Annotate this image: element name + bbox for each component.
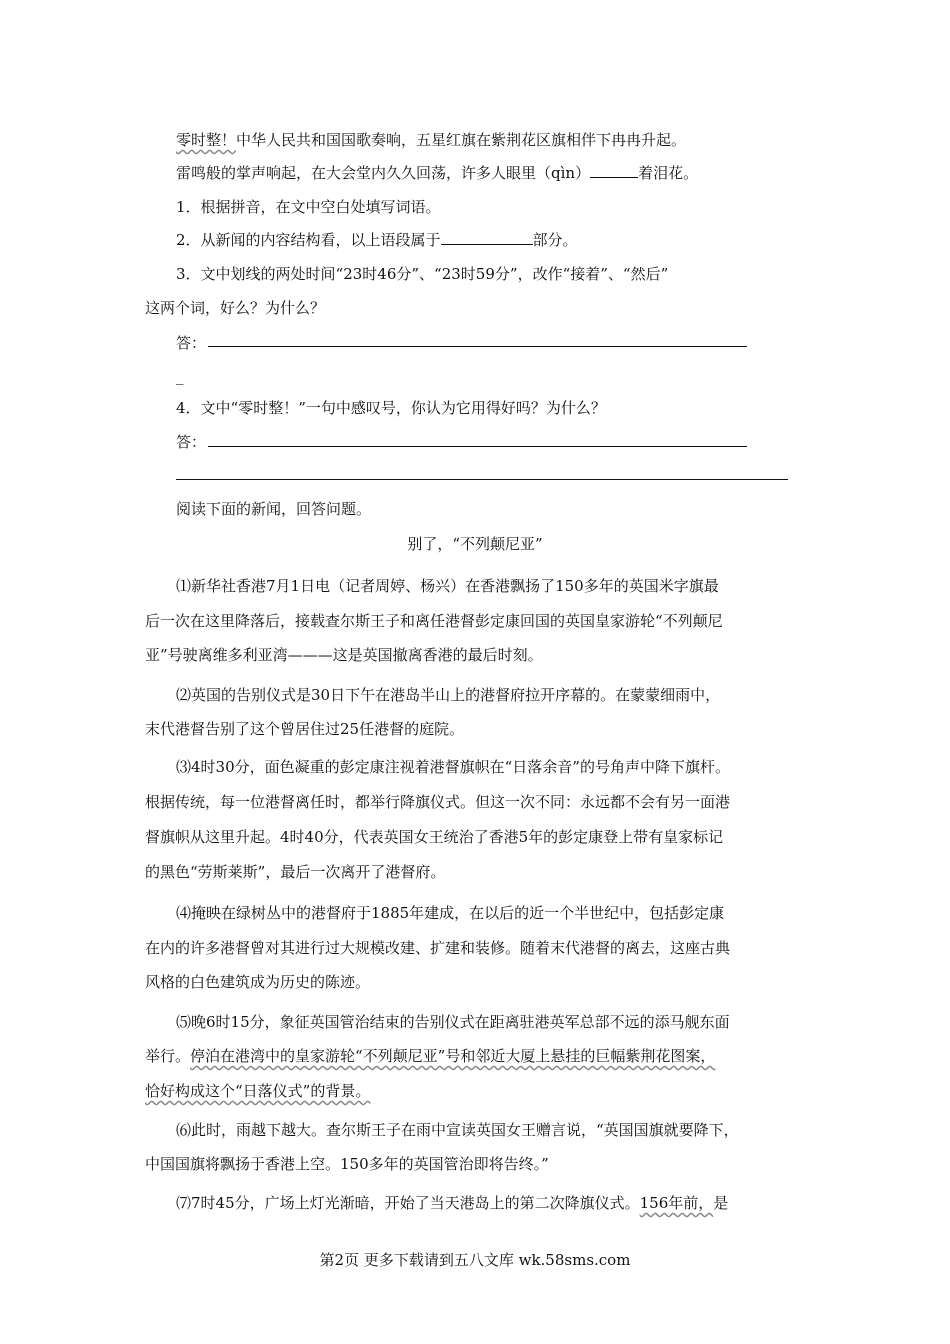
paragraph-6-line-2: 中国国旗将飘扬于香港上空。150多年的英国管治即将告终。”	[145, 1155, 549, 1173]
question-3-line-1: 3．文中划线的两处时间“23时46分”、“23时59分”，改作“接着”、“然后”	[176, 265, 669, 283]
paragraph-3-line-3: 督旗帜从这里升起。4时40分，代表英国女王统治了香港5年的彭定康登上带有皇家标记	[145, 828, 724, 846]
paragraph-5-line-2	[145, 1046, 715, 1066]
paragraph-3-line-4: 的黑色“劳斯莱斯”，最后一次离开了港督府。	[145, 863, 446, 881]
question-3-line-2: 这两个词，好么？为什么？	[145, 299, 326, 317]
paragraph-7-line-1	[176, 1193, 728, 1213]
answer-line-3[interactable]	[208, 346, 747, 347]
paragraph-5-line-1: ⑸晚6时15分，象征英国管治结束的告别仪式在距离驻港英军总部不远的添马舰东面	[176, 1013, 730, 1031]
intro-line-2	[176, 163, 698, 183]
answer-line-4a[interactable]	[208, 446, 747, 447]
answer-line-4b[interactable]	[176, 479, 788, 480]
paragraph-2-line-1: ⑵英国的告别仪式是30日下午在港岛半山上的港督府拉开序幕的。在蒙蒙细雨中，	[176, 686, 721, 704]
paragraph-3-line-2: 根据传统，每一位港督离任时，都举行降旗仪式。但这一次不同：永远都不会有另一面港	[145, 793, 731, 811]
intro-line-1-text: 中华人民共和国国歌奏响，五星红旗在紫荆花区旗相伴下冉冉升起。	[236, 131, 687, 149]
question-2-text-a: 2．从新闻的内容结构看，以上语段属于	[176, 231, 441, 249]
paragraph-3-line-1: ⑶4时30分，面色凝重的彭定康注视着港督旗帜在“日落余音”的号角声中降下旗杆。	[176, 758, 730, 776]
paragraph-4-line-1: ⑷掩映在绿树丛中的港督府于1885年建成，在以后的近一个半世纪中，包括彭定康	[176, 904, 725, 922]
paragraph-1-line-1: ⑴新华社香港7月1日电（记者周婷、杨兴）在香港飘扬了150多年的英国米字旗最	[176, 577, 719, 595]
reading-instruction: 阅读下面的新闻，回答问题。	[176, 500, 372, 518]
fill-blank-structure[interactable]	[441, 230, 533, 245]
paragraph-4-line-2: 在内的许多港督曾对其进行过大规模改建、扩建和装修。随着末代港督的离去，这座古典	[145, 939, 731, 957]
question-2	[176, 230, 578, 250]
answer-label-4: 答：	[176, 433, 207, 451]
paragraph-5-underlined-2: 恰好构成这个“日落仪式”的背景。	[145, 1082, 371, 1100]
paragraph-2-line-2: 末代港督告别了这个曾居住过25任港督的庭院。	[145, 720, 465, 738]
paragraph-7-underlined: 156年前，	[639, 1194, 714, 1212]
question-1: 1．根据拼音，在文中空白处填写词语。	[176, 198, 441, 216]
paragraph-5-line-3	[145, 1081, 370, 1101]
paragraph-1-line-3: 亚”号驶离维多利亚湾———这是英国撤离香港的最后时刻。	[145, 646, 543, 664]
page-footer: 第2页 更多下载请到五八文库 wk.58sms.com	[319, 1251, 631, 1269]
paragraph-5-line-2-text-a: 举行。	[145, 1047, 191, 1065]
article-title: 别了，“不列颠尼亚”	[407, 535, 543, 553]
paragraph-6-line-1: ⑹此时，雨越下越大。查尔斯王子在雨中宣读英国女王赠言说，“英国国旗就要降下，	[176, 1121, 739, 1139]
intro-line-2-text-b: 着泪花。	[638, 164, 699, 182]
intro-line-1	[176, 130, 686, 150]
answer-label-3: 答：	[176, 334, 207, 352]
paragraph-4-line-3: 风格的白色建筑成为历史的陈迹。	[145, 973, 371, 991]
paragraph-7-text-a: ⑺7时45分，广场上灯光渐暗，开始了当天港岛上的第二次降旗仪式。	[176, 1194, 640, 1212]
question-2-text-b: 部分。	[532, 231, 578, 249]
paragraph-1-line-2: 后一次在这里降落后，接载查尔斯王子和离任港督彭定康回国的英国皇家游轮“不列颠尼	[145, 612, 723, 630]
paragraph-5-underlined: 停泊在港湾中的皇家游轮“不列颠尼亚”号和邻近大厦上悬挂的巨幅紫荆花图案，	[190, 1047, 716, 1065]
fill-blank-pinyin[interactable]	[590, 163, 638, 178]
intro-line-2-text-a: 雷鸣般的掌声响起，在大会堂内久久回荡，许多人眼里（qìn）	[176, 164, 591, 182]
stray-mark: _	[176, 367, 184, 385]
question-4: 4．文中“零时整！”一句中感叹号，你认为它用得好吗？为什么？	[176, 399, 606, 417]
intro-emphasis: 零时整！	[176, 131, 237, 149]
paragraph-7-text-c: 是	[713, 1194, 729, 1212]
